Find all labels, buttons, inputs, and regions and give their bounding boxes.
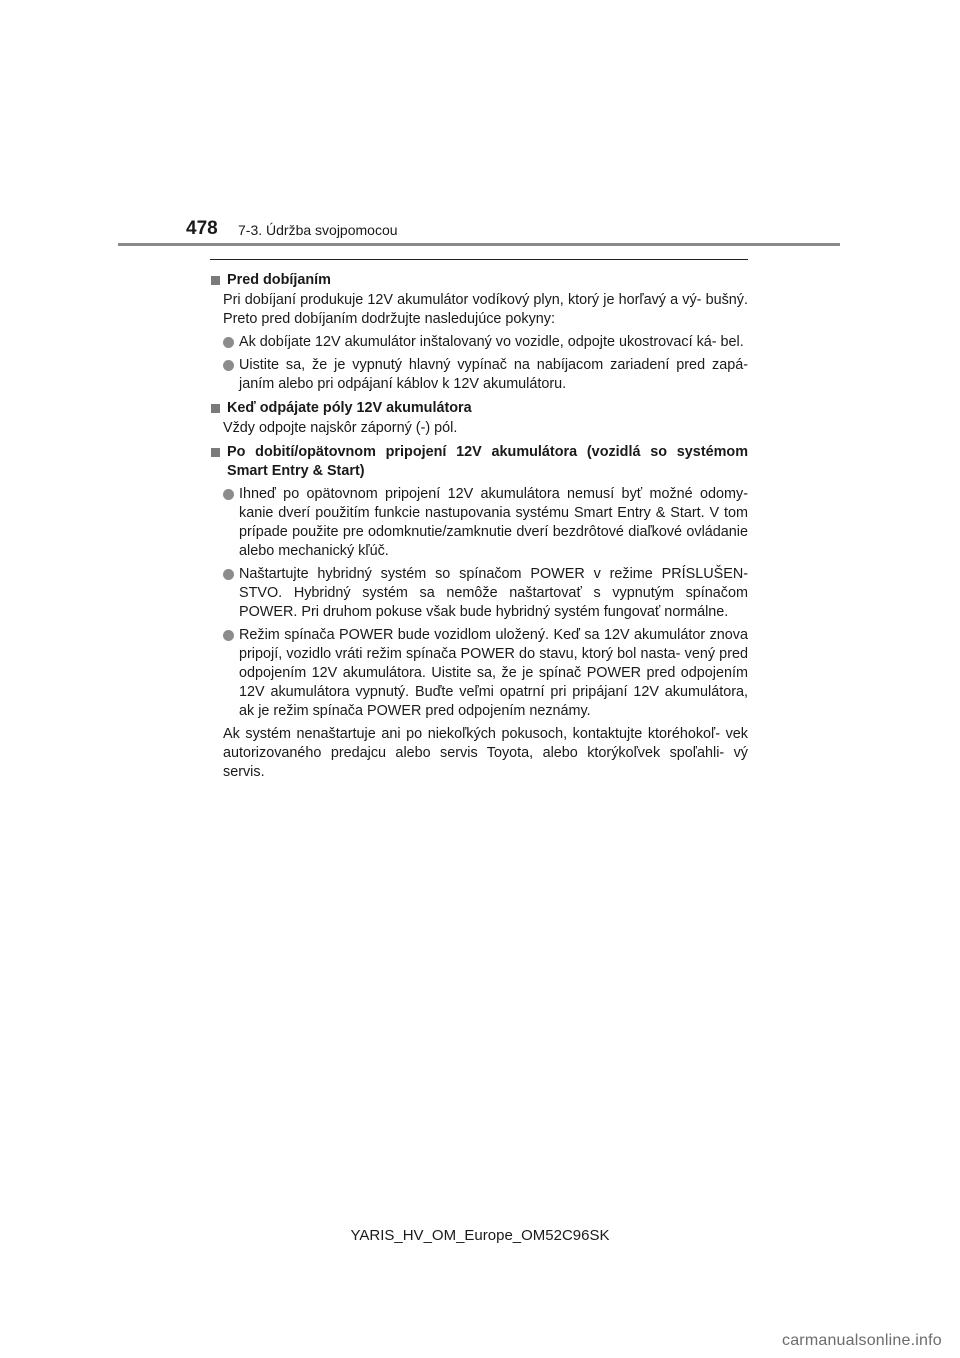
circle-bullet-icon: [223, 569, 234, 580]
section-paragraph: Pri dobíjaní produkuje 12V akumulátor vodíkový plyn, ktorý je horľavý a vý- bušný. Preto pred dobíjaním dodržujte nasledujúce pokyny:: [223, 292, 748, 327]
header-divider: [118, 243, 840, 246]
section-paragraph: Vždy odpojte najskôr záporný (-) pól.: [223, 420, 458, 436]
list-item: [223, 626, 748, 721]
list-item: [223, 565, 748, 622]
circle-bullet-icon: [223, 337, 234, 348]
list-item-text: Ak dobíjate 12V akumulátor inštalovaný vo vozidle, odpojte ukostrovací ká- bel.: [239, 334, 744, 350]
document-code-footer: YARIS_HV_OM_Europe_OM52C96SK: [350, 1227, 610, 1244]
section-heading: [208, 399, 748, 418]
list-item-text: Ihneď po opätovnom pripojení 12V akumulátora nemusí byť možné odomy- kanie dverí použitím funkcie nastupovania systému Smart Entry & Start. V tom prípade použite pre odomknutie/zamknutie dverí bezdrôtové diaľkové ovládanie alebo mechanický kľúč.: [239, 486, 748, 559]
square-bullet-icon: [211, 448, 220, 457]
section-pred-dobijanim: [208, 271, 748, 394]
section-title: 7-3. Údržba svojpomocou: [238, 222, 398, 238]
content-top-divider: [210, 259, 748, 260]
circle-bullet-icon: [223, 360, 234, 371]
list-item: [223, 333, 748, 352]
list-item-text: Režim spínača POWER bude vozidlom uložený. Keď sa 12V akumulátor znova pripojí, vozidlo vráti režim spínača POWER do stavu, ktorý bol nasta- vený pred odpojením 12V akumulátora. Uistite sa, že je spínač POWER pred odpojením 12V akumulátora vypnutý. Buďte veľmi opatrní pri pripájaní 12V akumulátora, ak je režim spínača POWER pred odpojením neznámy.: [239, 627, 748, 719]
circle-bullet-icon: [223, 630, 234, 641]
page-number: 478: [186, 218, 218, 239]
section-heading-text: Pred dobíjaním: [227, 272, 331, 288]
section-heading-text: Keď odpájate póly 12V akumulátora: [227, 400, 472, 416]
section-heading: [208, 271, 748, 290]
section-heading: [208, 443, 748, 481]
list-item: [223, 356, 748, 394]
list-item-text: Naštartujte hybridný systém so spínačom POWER v režime PRÍSLUŠEN- STVO. Hybridný systém sa nemôže naštartovať s vypnutým spínačom POWER. Pri druhom pokuse však bude hybridný systém fungovať normálne.: [239, 566, 748, 620]
watermark-text: carmanualsonline.info: [782, 1332, 942, 1349]
closing-paragraph: Ak systém nenaštartuje ani po niekoľkých pokusoch, kontaktujte ktoréhokoľ- vek autorizovaného predajcu alebo servis Toyota, alebo ktorýkoľvek spoľahli- vý servis.: [223, 726, 748, 780]
square-bullet-icon: [211, 276, 220, 285]
section-odpajanie-polov: [208, 399, 748, 438]
section-heading-text: Po dobití/opätovnom pripojení 12V akumulátora (vozidlá so systémom Smart Entry & Start): [227, 444, 748, 479]
circle-bullet-icon: [223, 489, 234, 500]
square-bullet-icon: [211, 404, 220, 413]
list-item: [223, 485, 748, 561]
list-item-text: Uistite sa, že je vypnutý hlavný vypínač na nabíjacom zariadení pred zapá- janím alebo pri odpájaní káblov k 12V akumulátoru.: [239, 357, 748, 392]
page-content: [208, 266, 748, 782]
section-po-dobiti: [208, 443, 748, 782]
